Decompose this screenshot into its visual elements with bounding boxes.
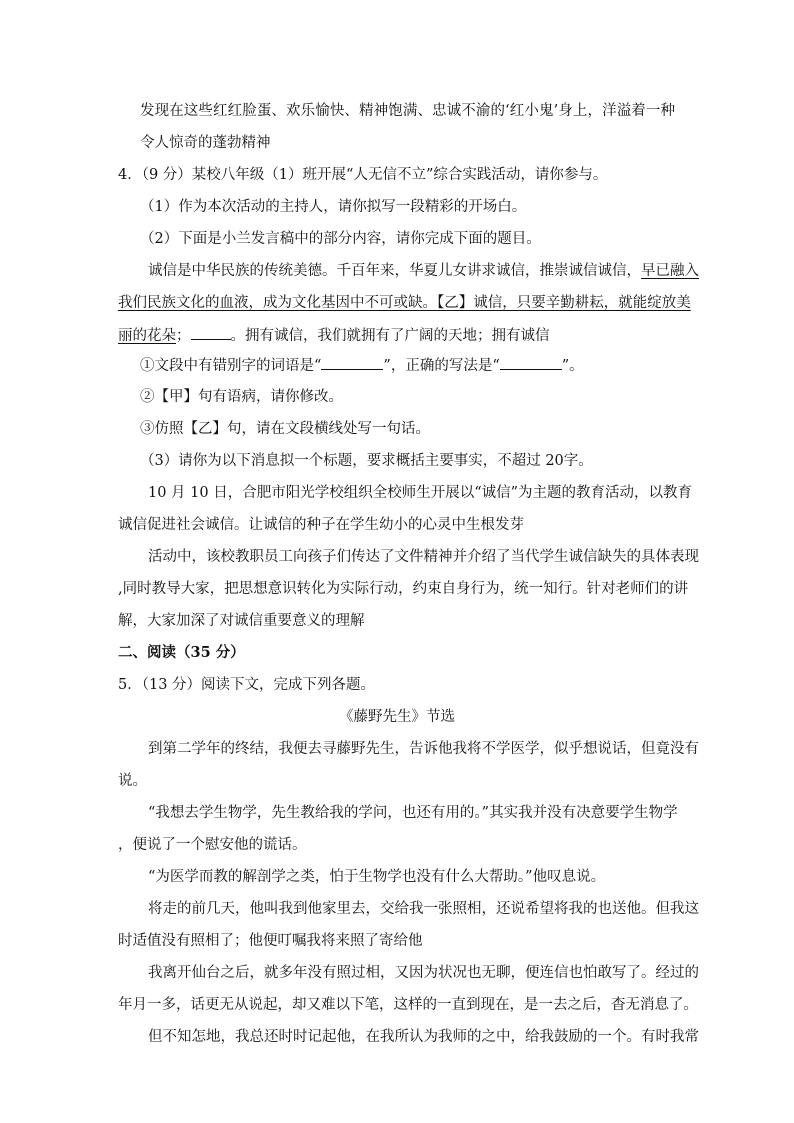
q4-news-line2: 诚信促进社会诚信。让诚信的种子在学生幼小的心灵中生根发芽 (118, 517, 524, 533)
q4-sub1: （1）作为本次活动的主持人，请你拟写一段精彩的开场白。 (140, 199, 527, 215)
q5-p5-line1: 我离开仙台之后，就多年没有照过相，又因为状况也无聊，便连信也怕敢写了。经过的 (148, 965, 699, 981)
q4-news-line5: 解，大家加深了对诚信重要意义的理解 (118, 613, 365, 629)
q4-passage-line1 (148, 261, 699, 281)
q4-sentence-yi: 【乙】诚信，只要辛勤耕耘，就能绽放美 (437, 295, 691, 311)
q4-item3: ③仿照【乙】句，请在文段横线处写一句话。 (140, 421, 430, 437)
q4-item2: ②【甲】句有语病，请你修改。 (140, 389, 343, 405)
q5-p2-line1: “我想去学生物学，先生教给我的学问，也还有用的。”其实我并没有决意要学生物学 (148, 805, 678, 821)
answer-blank-wrong-word (321, 355, 383, 370)
q5-p1-line1: 到第二学年的终结，我便去寻藤野先生，告诉他我将不学医学，似乎想说话，但竟没有 (148, 741, 699, 757)
q4-item1: ①文段中有错别字的词语是“ ”，正确的写法是“ ”。 (140, 355, 584, 376)
q5-p2-line2: ，便说了一个慰安他的谎话。 (118, 837, 307, 853)
q5-p4-line2: 时适值没有照相了；他便叮嘱我将来照了寄给他 (118, 933, 423, 949)
q3-tail-line2: 令人惊奇的蓬勃精神 (140, 135, 271, 151)
q3-tail-line1: 发现在这些红红脸蛋、欢乐愉快、精神饱满、忠诚不渝的‘红小鬼’身上，洋溢着一种 (140, 103, 675, 119)
q5-p6-line1: 但不知怎地，我总还时时记起他，在我所认为我师的之中，给我鼓励的一个。有时我常 (148, 1029, 699, 1045)
q4-sub2: （2）下面是小兰发言稿中的部分内容，请你完成下面的题目。 (140, 231, 541, 247)
q4-passage-line2 (118, 293, 691, 313)
q4-news-line4: ,同时教导大家，把思想意识转化为实际行动，约束自身行为，统一知行。针对老师们的讲 (118, 581, 689, 597)
q4-passage-line3: 丽的花朵； 。拥有诚信，我们就拥有了广阔的天地；拥有诚信 (118, 325, 550, 346)
q4-sentence-jia-cont: 我们民族文化的血液，成为文化基因中不可或缺。 (118, 295, 437, 311)
q5-passage-title: 《藤野先生》节选 (339, 709, 455, 725)
fill-in-blank (191, 325, 231, 340)
q5-p3: “为医学而教的解剖学之类，怕于生物学也没有什么大帮助。”他叹息说。 (148, 869, 606, 885)
q4-sentence-jia: 早已融入 (641, 263, 699, 279)
answer-blank-correct-word (500, 355, 562, 370)
q4-header: 4．（9 分）某校八年级（1）班开展“人无信不立”综合实践活动，请你参与。 (118, 167, 608, 183)
q5-p5-line2: 年月一多，话更无从说起，却又难以下笔，这样的一直到现在，是一去之后，杳无消息了。 (118, 997, 698, 1013)
q5-header: 5．（13 分）阅读下文，完成下列各题。 (118, 677, 376, 693)
q4-sentence-yi-cont: 丽的花朵 (118, 328, 176, 344)
q4-sub3: （3）请你为以下消息拟一个标题，要求概括主要事实，不超过 20字。 (140, 453, 593, 469)
q5-p1-line2: 说。 (118, 773, 147, 789)
q4-passage-text: 诚信是中华民族的传统美德。千百年来，华夏儿女讲求诚信，推崇诚信诚信， (148, 263, 641, 279)
q4-news-line1: 10 月 10 日，合肥市阳光学校组织全校师生开展以“诚信”为主题的教育活动，以教育 (148, 485, 693, 501)
q4-news-line3: 活动中，该校教职员工向孩子们传达了文件精神并介绍了当代学生诚信缺失的具体表现 (148, 549, 699, 565)
section-title: 二、阅读（35 分） (118, 644, 245, 661)
q5-p4-line1: 将走的前几天，他叫我到他家里去，交给我一张照相，还说希望将我的也送他。但我这 (148, 901, 699, 917)
